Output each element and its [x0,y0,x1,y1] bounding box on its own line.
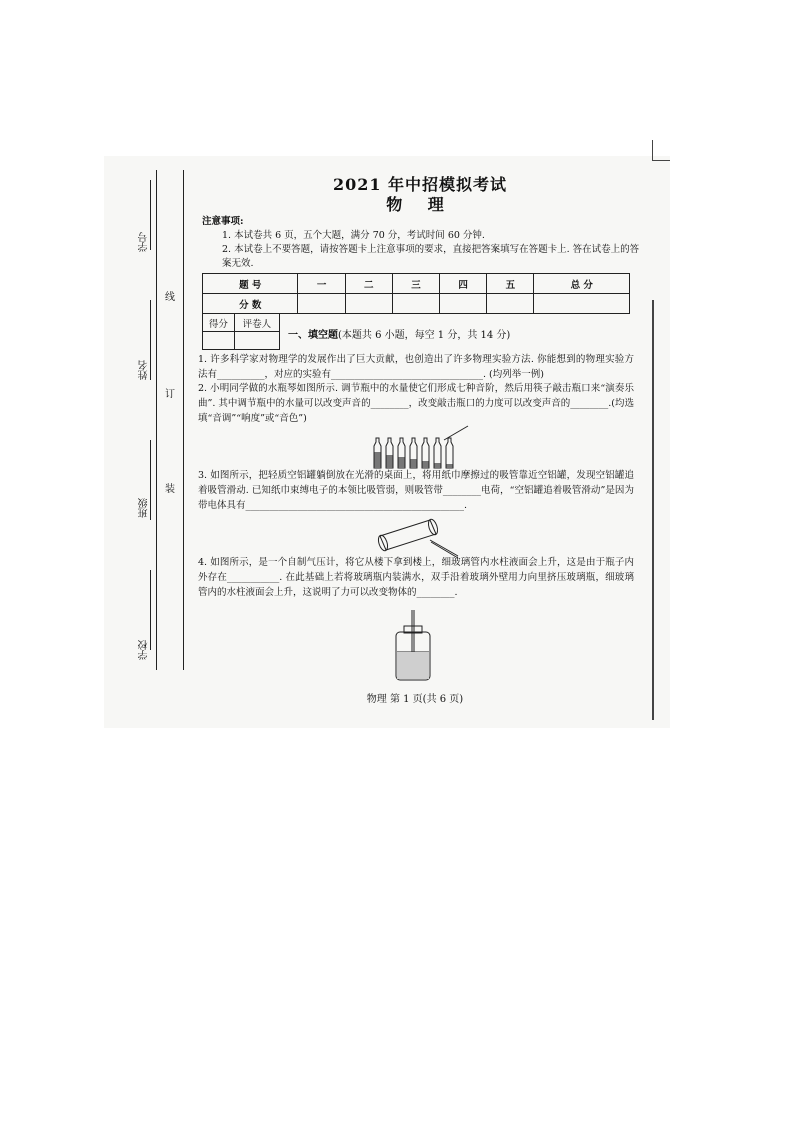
score-table-cell: 四 [440,274,487,294]
score-table-cell: 分 数 [203,294,298,314]
cut-mark-bind: 装 [165,484,175,495]
exam-subject: 物 理 [386,195,454,214]
grader-score-label: 得分 [203,314,235,332]
grader-box [202,313,280,350]
score-table-header-row [203,274,630,294]
score-table-blank [440,294,487,314]
cut-mark-staple: 订 [165,389,175,400]
class-label: 班级 [139,498,150,518]
school-label: 学校 [139,640,150,660]
grader-name-label: 评卷人 [234,314,279,332]
name-label: 姓名 [139,360,150,380]
score-table [202,273,630,314]
grader-blank [203,332,235,350]
notes-heading: 注意事项: [202,216,244,227]
section-heading [288,326,510,341]
score-table-blank [392,294,439,314]
school-blank [150,570,151,650]
student-id-blank [150,180,151,250]
score-table-blank [298,294,345,314]
cut-mark-line: 线 [165,292,175,303]
page-footer: 物理 第 1 页(共 6 页) [366,694,464,705]
bottle-xylophone-figure [370,424,470,470]
question-1: 1. 许多科学家对物理学的发展作出了巨大贡献，也创造出了许多物理实验方法. 你能想到的物理实验方法有__________，对应的实验有________________________________. (均列举一例) [198,354,634,380]
score-table-value-row [203,294,630,314]
score-table-blank [487,294,534,314]
scan-edge-corner [652,140,653,160]
question-2: 2. 小明同学做的水瓶琴如图所示. 调节瓶中的水量使它们形成七种音阶，然后用筷子敲击瓶口来“演奏乐曲”. 其中调节瓶中的水量可以改变声音的________，改变敲击瓶口的力度可以改变声音的________.(均选填“音调”“响度”或“音色”) [198,383,634,424]
binding-line-outer [156,170,157,670]
scan-edge-right [652,300,654,720]
score-table-cell: 总 分 [534,274,630,294]
grader-blank [234,332,279,350]
question-4: 4. 如图所示，是一个自制气压计，将它从楼下拿到楼上，细玻璃管内水柱液面会上升，这是由于瓶子内外存在___________. 在此基础上若将玻璃瓶内装满水，双手沿着玻璃外壁用力向里挤压玻璃瓶，细玻璃管内的水柱液面会上升，这说明了力可以改变物体的________. [198,557,634,598]
note-item: 1. 本试卷共 6 页，五个大题，满分 70 分，考试时间 60 分钟. [222,230,485,241]
note-item: 2. 本试卷上不要答题，请按答题卡上注意事项的要求，直接把答案填写在答题卡上. 答在试卷上的答案无效. [222,244,640,269]
exam-title: 2021 年中招模拟考试 [332,175,508,194]
score-table-cell: 题 号 [203,274,298,294]
score-table-cell: 三 [392,274,439,294]
section-note: (本题共 6 小题，每空 1 分，共 14 分) [338,330,511,341]
section-title: 一、填空题 [288,330,338,341]
class-blank [150,440,151,520]
homemade-barometer-figure [388,606,438,686]
question-3: 3. 如图所示，把轻质空铝罐躺倒放在光滑的桌面上，将用纸巾摩擦过的吸管靠近空铝罐，发现空铝罐追着吸管滑动. 已知纸巾束缚电子的本领比吸管弱，则吸管带________电荷，“空铝罐追着吸管滑动”是因为带电体具有______________________________________________. [198,470,634,511]
exam-notes [202,215,642,271]
score-table-cell: 二 [345,274,392,294]
score-table-blank [534,294,630,314]
student-id-label: 学号 [139,232,150,252]
name-blank [150,300,151,380]
score-table-blank [345,294,392,314]
score-table-cell: 一 [298,274,345,294]
aluminum-can-straw-figure [372,510,462,560]
scan-edge-top [652,160,670,161]
binding-line-inner [183,170,184,670]
score-table-cell: 五 [487,274,534,294]
